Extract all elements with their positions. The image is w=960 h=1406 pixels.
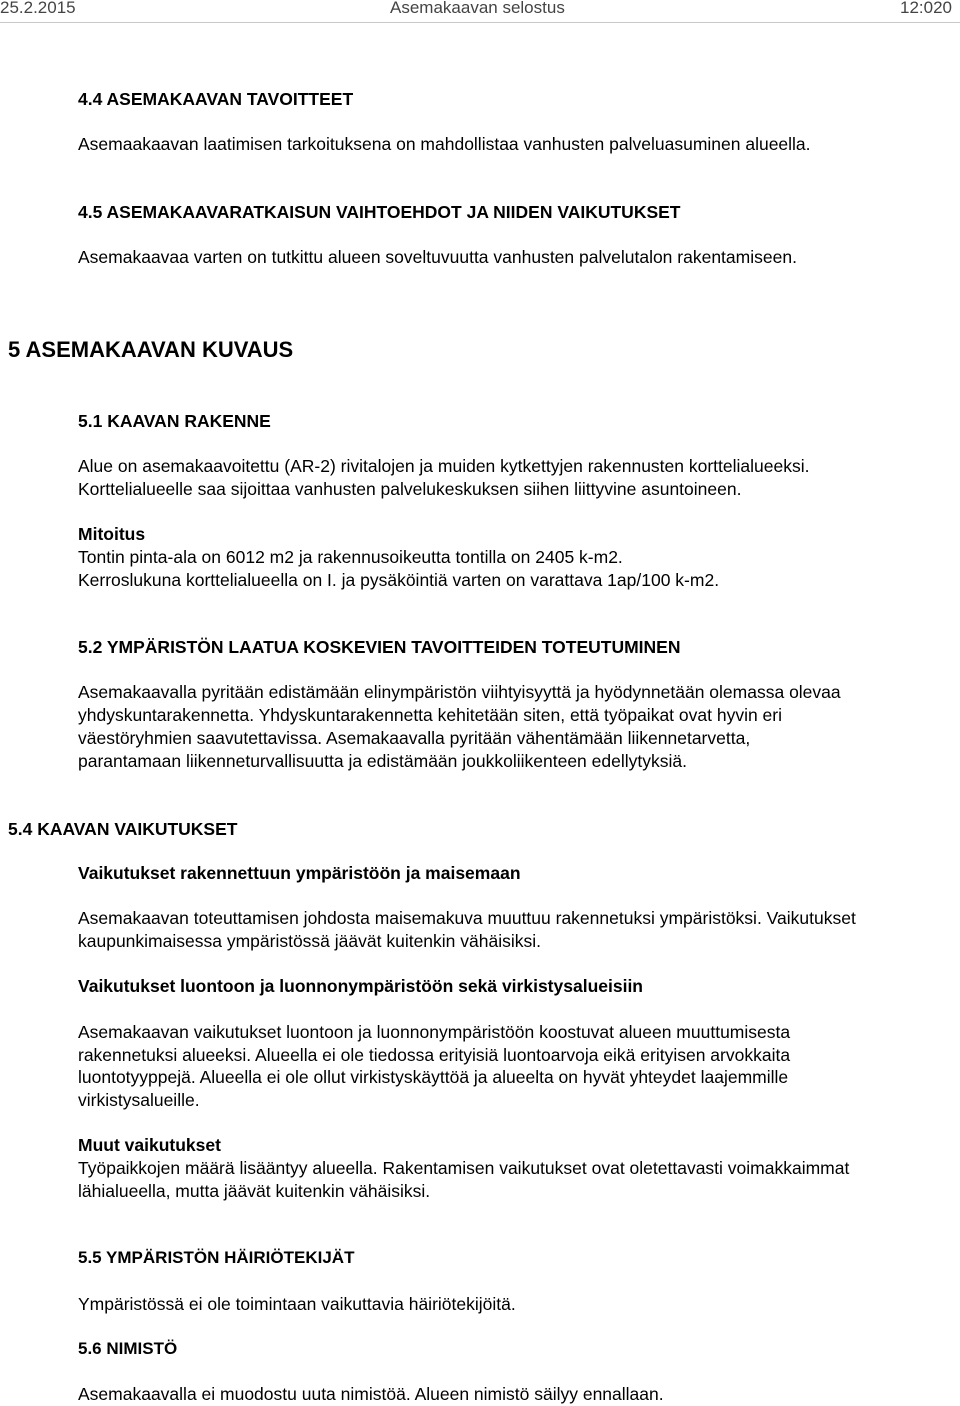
- vaikutukset-luonto-line: Asemakaavan vaikutukset luontoon ja luonnonympäristöön koostuvat alueen muuttumisesta: [78, 1022, 791, 1042]
- section-5-6-heading: 5.6 NIMISTÖ: [78, 1339, 178, 1358]
- header-page-number: 12:020: [900, 0, 952, 17]
- mitoitus-line: Tontin pinta-ala on 6012 m2 ja rakennusoikeutta tontilla on 2405 k-m2.: [78, 547, 623, 567]
- section-4-5-text: Asemakaavaa varten on tutkittu alueen soveltuvuutta vanhusten palvelutalon rakentamiseen.: [78, 247, 797, 267]
- section-4-4-heading: 4.4 ASEMAKAAVAN TAVOITTEET: [78, 89, 354, 109]
- section-5-6-text: Asemakaavalla ei muodostu uuta nimistöä. Alueen nimistö säilyy ennallaan.: [78, 1384, 664, 1404]
- section-5-4-heading: 5.4 KAAVAN VAIKUTUKSET: [8, 819, 238, 839]
- section-5-2-line: väestöryhmien saavutettavissa. Asemakaavalla pyritään vähentämään liikennetarvetta,: [78, 728, 751, 748]
- section-5-1-line: Alue on asemakaavoitettu (AR-2) rivitalojen ja muiden kytkettyjen rakennusten korttelialueeksi.: [78, 456, 810, 476]
- header-title: Asemakaavan selostus: [390, 0, 565, 17]
- section-5-1-heading: 5.1 KAAVAN RAKENNE: [78, 411, 271, 431]
- section-5-2-line: parantamaan liikenneturvallisuutta ja edistämään joukkoliikenteen edellytyksiä.: [78, 751, 687, 771]
- section-4-4-text: Asemaakaavan laatimisen tarkoituksena on mahdollistaa vanhusten palveluasuminen alueella.: [78, 134, 811, 154]
- vaikutukset-luonto-line: virkistysalueille.: [78, 1090, 200, 1110]
- mitoitus-heading: Mitoitus: [78, 524, 146, 544]
- mitoitus-line: Kerroslukuna korttelialueella on I. ja pysäköintiä varten on varattava 1ap/100 k-m2.: [78, 570, 720, 590]
- section-5-5-heading: 5.5 YMPÄRISTÖN HÄIRIÖTEKIJÄT: [78, 1248, 355, 1267]
- header-divider: [0, 22, 960, 23]
- page-header: [0, 0, 960, 22]
- section-5-2-line: Asemakaavalla pyritään edistämään elinympäristön viihtyisyyttä ja hyödynnetään olemassa olevaa: [78, 682, 841, 702]
- muut-vaikutukset-line: lähialueella, mutta jäävät kuitenkin vähäisiksi.: [78, 1181, 431, 1201]
- section-5-1-line: Korttelialueelle saa sijoittaa vanhusten palvelukeskuksen siihen liittyvine asuntoineen.: [78, 479, 742, 499]
- section-5-5-text: Ympäristössä ei ole toimintaan vaikuttavia häiriötekijöitä.: [78, 1294, 516, 1314]
- vaikutukset-luonto-line: rakennetuksi alueeksi. Alueella ei ole tiedossa erityisiä luontoarvoja eikä erityisen arvokkaita: [78, 1045, 791, 1065]
- vaikutukset-rakennettu-heading: Vaikutukset rakennettuun ympäristöön ja maisemaan: [78, 863, 521, 883]
- vaikutukset-luonto-line: luontotyyppejä. Alueella ei ole ollut virkistyskäyttöä ja alueelta on hyvät yhteydet laajemmille: [78, 1067, 789, 1087]
- vaikutukset-luonto-heading: Vaikutukset luontoon ja luonnonympäristöön sekä virkistysalueisiin: [78, 976, 643, 996]
- section-5-heading: 5 ASEMAKAAVAN KUVAUS: [8, 337, 294, 362]
- vaikutukset-rakennettu-line: kaupunkimaisessa ympäristössä jäävät kuitenkin vähäisiksi.: [78, 931, 541, 951]
- vaikutukset-rakennettu-line: Asemakaavan toteuttamisen johdosta maisemakuva muuttuu rakennetuksi ympäristöksi. Vaikutukset: [78, 908, 856, 928]
- section-5-2-heading: 5.2 YMPÄRISTÖN LAATUA KOSKEVIEN TAVOITTEIDEN TOTEUTUMINEN: [78, 637, 681, 657]
- muut-vaikutukset-heading: Muut vaikutukset: [78, 1135, 221, 1155]
- header-date: 25.2.2015: [0, 0, 76, 17]
- muut-vaikutukset-line: Työpaikkojen määrä lisääntyy alueella. Rakentamisen vaikutukset ovat oletettavasti voimakkaimmat: [78, 1158, 850, 1178]
- section-4-5-heading: 4.5 ASEMAKAAVARATKAISUN VAIHTOEHDOT JA NIIDEN VAIKUTUKSET: [78, 202, 681, 222]
- section-5-2-line: yhdyskuntarakennetta. Yhdyskuntarakennetta kehitetään siten, että työpaikat ovat hyvin eri: [78, 705, 783, 725]
